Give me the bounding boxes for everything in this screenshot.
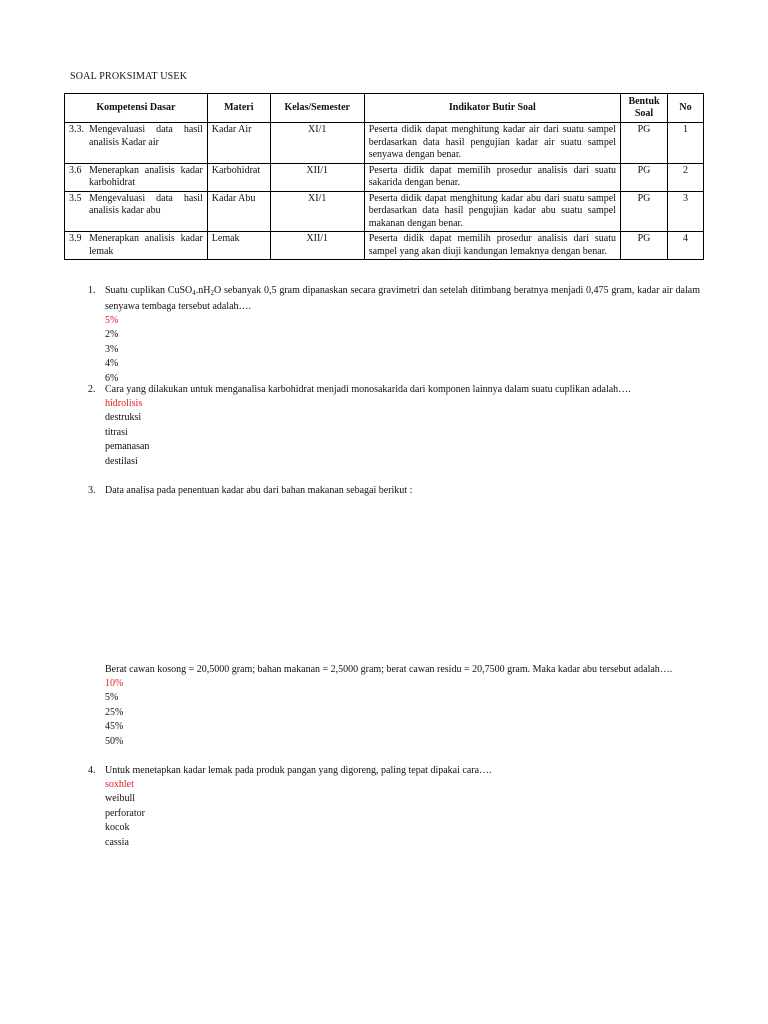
header-kompetensi: Kompetensi Dasar	[65, 94, 208, 123]
answer-option: destruksi	[105, 412, 142, 424]
question-text: Data analisa pada penentuan kadar abu dari bahan makanan sebagai berikut :	[105, 485, 413, 496]
header-kelas: Kelas/Semester	[270, 94, 364, 123]
question-text-continued: Berat cawan kosong = 20,5000 gram; bahan makanan = 2,5000 gram; berat cawan residu = 20,7500 gram. Maka kadar abu tersebut adalah….	[105, 664, 673, 675]
answer-option: cassia	[105, 836, 129, 848]
answer-option: destilasi	[105, 455, 138, 467]
kelas-cell: XI/1	[270, 191, 364, 232]
header-no: No	[668, 94, 704, 123]
answer-option: 45%	[105, 721, 124, 733]
kd-text: Menerapkan analisis kadar karbohidrat	[89, 164, 203, 188]
answer-option-correct: soxhlet	[105, 779, 134, 790]
bentuk-cell: PG	[621, 191, 668, 232]
competency-table	[64, 93, 704, 260]
no-cell: 4	[668, 232, 704, 260]
answer-option: weibull	[105, 793, 135, 805]
question-1	[88, 284, 700, 386]
kd-text: Mengevaluasi data hasil analisis Kadar air	[89, 124, 203, 148]
question-number: 1.	[88, 285, 96, 296]
indikator-cell: Peserta didik dapat menghitung kadar air dari suatu sampel berdasarkan data hasil pengujian kadar air suatu sampel senyawa dengan benar.	[364, 123, 620, 164]
kd-number: 3.5	[69, 192, 82, 204]
materi-cell: Lemak	[207, 232, 270, 260]
table-row	[65, 163, 704, 191]
question-3-continued	[88, 663, 700, 749]
kd-cell	[65, 191, 208, 232]
header-indikator: Indikator Butir Soal	[364, 94, 620, 123]
question-text: Cara yang dilakukan untuk menganalisa karbohidrat menjadi monosakarida dari komponen lainnya dalam suatu cuplikan adalah….	[105, 384, 631, 395]
answer-option: titrasi	[105, 426, 128, 438]
answer-option: kocok	[105, 822, 130, 834]
bentuk-cell: PG	[621, 123, 668, 164]
header-bentuk: Bentuk Soal	[621, 94, 668, 123]
kd-number: 3.9	[69, 233, 82, 244]
kd-number: 3.6	[69, 164, 82, 176]
answer-option: 5%	[105, 692, 119, 704]
answer-option: 2%	[105, 329, 119, 341]
kd-cell	[65, 163, 208, 191]
bentuk-cell: PG	[621, 163, 668, 191]
materi-cell: Kadar Air	[207, 123, 270, 164]
table-row	[65, 191, 704, 232]
header-materi: Materi	[207, 94, 270, 123]
kelas-cell: XII/1	[270, 232, 364, 260]
kelas-cell: XI/1	[270, 123, 364, 164]
answer-option: 4%	[105, 358, 119, 370]
answer-option-correct: 10%	[105, 678, 124, 689]
bentuk-cell: PG	[621, 232, 668, 260]
kelas-cell: XII/1	[270, 163, 364, 191]
question-number: 4.	[88, 765, 96, 776]
question-4	[88, 764, 700, 850]
question-text: Suatu cuplikan $CuSO_4.nH_2O$ sebanyak 0,5 gram dipanaskan secara gravimetri dan setelah ditimbang beratnya menjadi 0,475 gram, kadar air dalam senyawa tembaga tersebut adalah….	[105, 285, 700, 312]
answer-option: 6%	[105, 372, 119, 384]
materi-cell: Kadar Abu	[207, 191, 270, 232]
answer-option: 25%	[105, 706, 124, 718]
indikator-cell: Peserta didik dapat menghitung kadar abu dari suatu sampel berdasarkan data hasil pengujian kadar abu suatu sampel makanan dengan benar.	[364, 191, 620, 232]
answer-option: 50%	[105, 735, 124, 747]
no-cell: 1	[668, 123, 704, 164]
question-number: 3.	[88, 485, 96, 496]
kd-cell	[65, 232, 208, 260]
kd-number: 3.3.	[69, 124, 84, 135]
answer-option: perforator	[105, 807, 145, 819]
question-2	[88, 383, 700, 469]
indikator-cell: Peserta didik dapat memilih prosedur analisis dari suatu sakarida dengan benar.	[364, 163, 620, 191]
answer-option: pemanasan	[105, 441, 150, 453]
document-title: SOAL PROKSIMAT USEK	[70, 71, 188, 82]
no-cell: 2	[668, 163, 704, 191]
answer-option: 3%	[105, 343, 119, 355]
answer-option-correct: 5%	[105, 315, 119, 326]
table-header-row	[65, 94, 704, 123]
kd-cell	[65, 123, 208, 164]
indikator-cell: Peserta didik dapat memilih prosedur analisis dari suatu sampel yang akan diuji kandungan lemaknya dengan benar.	[364, 232, 620, 260]
answer-option-correct: hidrolisis	[105, 398, 143, 409]
question-3	[88, 484, 700, 498]
table-row	[65, 123, 704, 164]
materi-cell: Karbohidrat	[207, 163, 270, 191]
no-cell: 3	[668, 191, 704, 232]
question-text: Untuk menetapkan kadar lemak pada produk pangan yang digoreng, paling tepat dipakai cara….	[105, 765, 492, 776]
table-row	[65, 232, 704, 260]
kd-text: Mengevaluasi data hasil analisis kadar abu	[89, 192, 203, 216]
kd-text: Menerapkan analisis kadar lemak	[89, 233, 203, 257]
question-number: 2.	[88, 384, 96, 395]
